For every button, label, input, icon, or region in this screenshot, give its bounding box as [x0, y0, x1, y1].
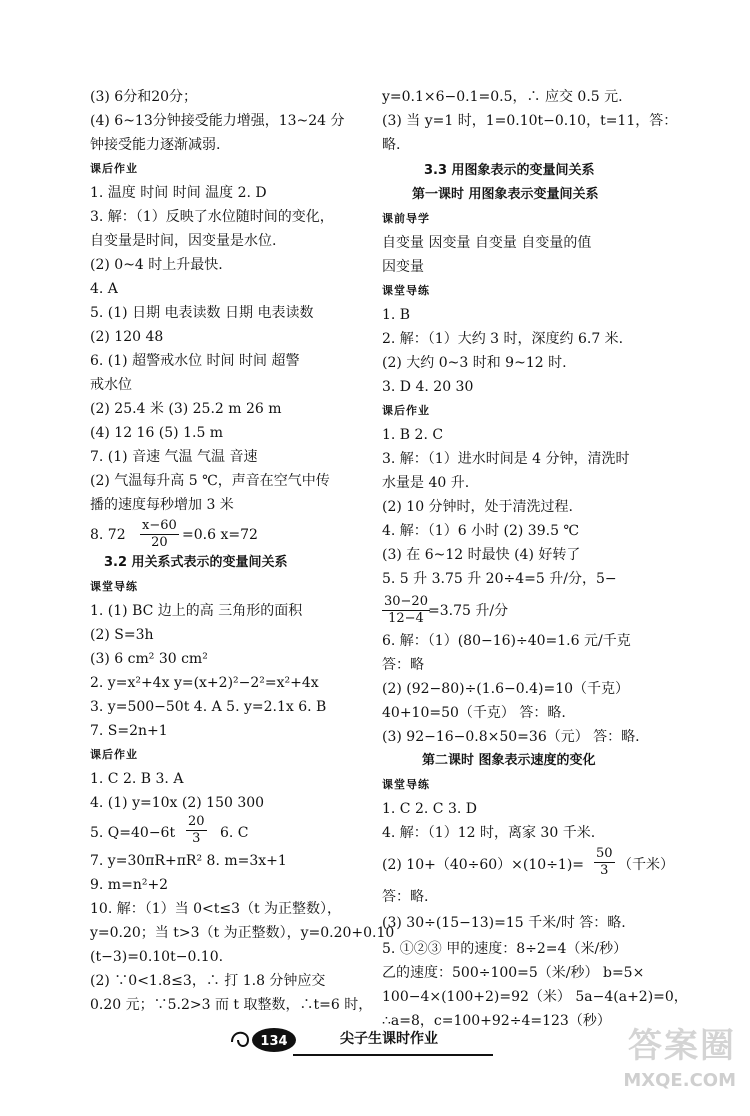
answer-line: 9. m=n²+2	[90, 877, 169, 893]
fraction-denominator: 20	[151, 535, 168, 550]
fraction-numerator: x−60	[142, 518, 177, 533]
answer-line: 4. A	[90, 281, 118, 297]
answer-line: 1. B	[382, 307, 411, 323]
fraction-numerator: 50	[596, 846, 613, 861]
watermark-url: MXQE.COM	[623, 1070, 736, 1091]
answer-line: 1. (1) BC 边上的高 三角形的面积	[90, 603, 303, 619]
answer-line: 40+10=50（千克） 答：略.	[382, 705, 566, 721]
fraction	[186, 814, 207, 847]
subsection-heading: 课后作业	[90, 748, 138, 761]
answer-line: 1. B 2. C	[382, 427, 444, 443]
fraction-numerator: 30−20	[384, 594, 428, 609]
answer-line: 3. y=500−50t 4. A 5. y=2.1x 6. B	[90, 699, 327, 715]
answer-line: 1. C 2. B 3. A	[90, 771, 184, 787]
answer-line: 1. 温度 时间 时间 温度 2. D	[90, 185, 267, 201]
answer-line: (2) 气温每升高 5 ℃，声音在空气中传	[90, 473, 330, 489]
scroll-ornament-icon	[228, 1022, 298, 1056]
fraction-denominator: 3	[600, 863, 609, 878]
fraction	[594, 846, 615, 879]
footer-rule	[293, 1054, 493, 1056]
answer-line: 6. (1) 超警戒水位 时间 时间 超警	[90, 353, 300, 369]
subsection-heading: 课后作业	[382, 404, 430, 417]
watermark-logo-text: 答案圈	[628, 1026, 736, 1066]
subsection-heading: 课后作业	[90, 162, 138, 175]
answer-line: 3. D 4. 20 30	[382, 379, 474, 395]
answer-line: 自变量是时间，因变量是水位.	[90, 233, 277, 249]
answer-line: 7. (1) 音速 气温 气温 音速	[90, 449, 258, 465]
answer-line: (3) 92−16−0.8×50=36（元） 答：略.	[382, 729, 640, 745]
answer-line: (2) 10 分钟时，处于清洗过程.	[382, 499, 573, 515]
book-title: 尖子生课时作业	[340, 1031, 438, 1047]
fraction-denominator: 3	[192, 831, 201, 846]
answer-line: 100−4×(100+2)=92（米） 5a−4(a+2)=0，	[382, 989, 688, 1005]
q8-suffix: =0.6 x=72	[182, 527, 258, 543]
subsection-heading: 课前导学	[382, 212, 430, 225]
q2-prefix: (2) 10+（40÷60）×(10÷1)=	[382, 857, 585, 873]
q8-prefix: 8. 72	[90, 527, 126, 543]
answer-line: 1. C 2. C 3. D	[382, 801, 477, 817]
fraction	[382, 594, 430, 627]
answer-line: 略.	[382, 137, 401, 153]
answer-line: 0.20 元；∵5.2>3 而 t 取整数，∴t=6 时，	[90, 997, 373, 1013]
answer-line: (3) 30÷(15−13)=15 千米/时 答：略.	[382, 915, 626, 931]
answer-line: (t−3)=0.10t−0.10.	[90, 949, 224, 965]
answer-line: (2) 0~4 时上升最快.	[90, 257, 223, 273]
answer-line: (2) 120 48	[90, 329, 164, 345]
fraction-numerator: 20	[188, 814, 205, 829]
answer-line: 3. 解：（1）反映了水位随时间的变化，	[90, 209, 334, 225]
answer-line: (3) 在 6~12 时最快 (4) 好转了	[382, 547, 581, 563]
answer-line: 因变量	[382, 259, 424, 275]
answer-line: 5. (1) 日期 电表读数 日期 电表读数	[90, 305, 314, 321]
answer-line: 2. y=x²+4x y=(x+2)²−2²=x²+4x	[90, 675, 319, 691]
answer-line: (2) (92−80)÷(1.6−0.4)=10（千克）	[382, 681, 630, 697]
answer-line: 5. 5 升 3.75 升 20÷4=5 升/分，5−	[382, 571, 617, 587]
answer-line: (2) 大约 0~3 时和 9~12 时.	[382, 355, 567, 371]
answer-line: (2) ∵0<1.8≤3，∴ 打 1.8 分钟应交	[90, 973, 326, 989]
answer-line: ∴a=8，c=100+92÷4=123（秒）	[382, 1013, 611, 1029]
page-number: 134	[260, 1034, 288, 1049]
answer-line: 3. 解：（1）进水时间是 4 分钟，清洗时	[382, 451, 630, 467]
answer-line: 戒水位	[90, 377, 132, 393]
answer-line: 乙的速度：500÷100=5（米/秒） b=5×	[382, 965, 645, 981]
answer-line: 4. (1) y=10x (2) 150 300	[90, 795, 265, 811]
answer-line: (4) 6~13分钟接受能力增强，13~24 分	[90, 113, 345, 129]
answer-line: 5. ①②③ 甲的速度：8÷2=4（米/秒）	[382, 941, 628, 957]
answer-line: y=0.1×6−0.1=0.5，∴ 应交 0.5 元.	[382, 89, 623, 105]
answer-line: 播的速度每秒增加 3 米	[90, 497, 234, 513]
answer-line: 4. 解：（1）12 时，离家 30 千米.	[382, 825, 596, 841]
answer-line: (3) 当 y=1 时，1=0.10t−0.10，t=11，答：	[382, 113, 678, 129]
answer-line: 钟接受能力逐渐减弱.	[90, 137, 221, 153]
subsection-heading: 课堂导练	[382, 778, 430, 791]
answer-line: 10. 解：（1）当 0<t≤3（t 为正整数），	[90, 901, 342, 917]
answer-line: 7. S=2n+1	[90, 723, 168, 739]
answer-line: 答：略.	[382, 889, 429, 905]
answer-line: 6. 解：（1）(80−16)÷40=1.6 元/千克	[382, 633, 631, 649]
fraction-suffix: =3.75 升/分	[428, 603, 509, 619]
answer-line: 4. 解：（1）6 小时 (2) 39.5 ℃	[382, 523, 580, 539]
fraction-denominator: 12−4	[388, 611, 424, 626]
section-heading: 3.2 用关系式表示的变量间关系	[104, 555, 288, 570]
answer-line: (4) 12 16 (5) 1.5 m	[90, 425, 224, 441]
answer-line: 自变量 因变量 自变量 自变量的值	[382, 235, 592, 251]
answer-line: (3) 6分和20分；	[90, 89, 198, 105]
answer-line: (2) 25.4 米 (3) 25.2 m 26 m	[90, 401, 282, 417]
q2-suffix: （千米）	[618, 857, 674, 873]
answer-line: 7. y=30πR+πR² 8. m=3x+1	[90, 853, 287, 869]
q5-prefix: 5. Q=40−6t	[90, 825, 176, 841]
answer-line: 2. 解：（1）大约 3 时，深度约 6.7 米.	[382, 331, 624, 347]
page-footer	[228, 1020, 498, 1060]
answer-line: (2) S=3h	[90, 627, 154, 643]
subsection-heading: 课堂导练	[90, 580, 138, 593]
answer-line: 水量是 40 升.	[382, 475, 470, 491]
fraction	[140, 518, 179, 551]
section-heading: 3.3 用图象表示的变量间关系	[424, 163, 595, 178]
answer-line: 答：略	[382, 657, 424, 673]
answer-line: y=0.20；当 t>3（t 为正整数），y=0.20+0.10	[90, 925, 395, 941]
subsection-heading: 课堂导练	[382, 284, 430, 297]
lesson-heading: 第二课时 图象表示速度的变化	[422, 753, 596, 768]
q5-suffix: 6. C	[220, 825, 249, 841]
lesson-heading: 第一课时 用图象表示变量间关系	[412, 187, 599, 202]
answer-line: (3) 6 cm² 30 cm²	[90, 651, 208, 667]
watermark	[586, 1018, 736, 1110]
